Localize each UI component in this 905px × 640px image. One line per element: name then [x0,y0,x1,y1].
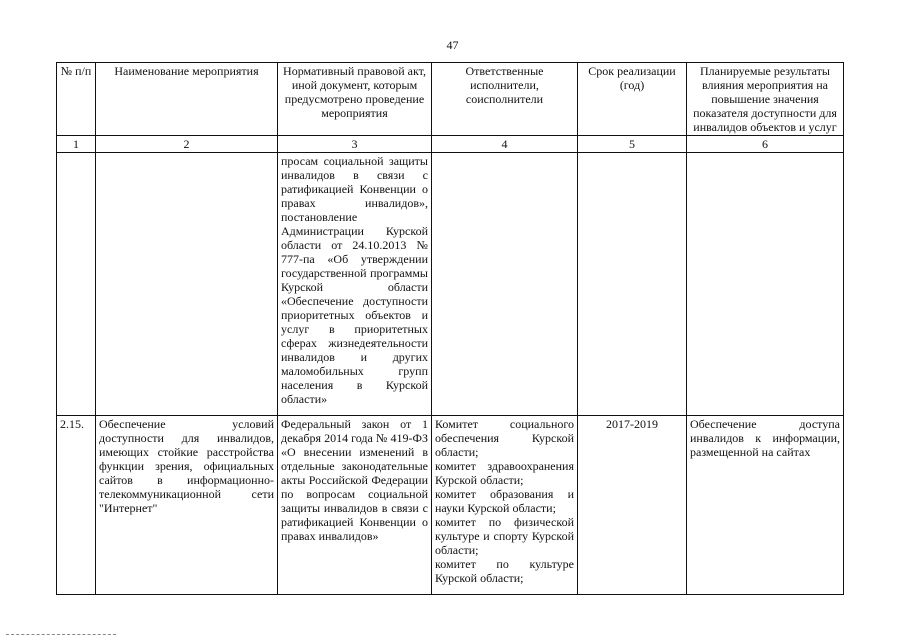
deadline-cell: 2017-2019 [578,416,687,595]
column-number: 5 [578,136,687,153]
column-number: 1 [57,136,96,153]
responsible-item: комитет образования и науки Курской области; [435,487,574,515]
scan-edge-line [6,634,116,636]
deadline-cell [578,153,687,416]
results-cell: Обеспечение доступа инвалидов к информации, размещенной на сайтах [687,416,844,595]
column-number: 2 [96,136,278,153]
column-number-row [57,136,844,153]
responsible-cell [432,153,578,416]
column-number: 6 [687,136,844,153]
legal-act-cell: Федеральный закон от 1 декабря 2014 года № 419-ФЗ «О внесении изменений в отдельные законодательные акты Российской Федерации по вопросам социальной защиты инвалидов в связи с ратификацией Конвенции о правах инвалидов» [278,416,432,595]
results-cell [687,153,844,416]
row-number-cell [57,153,96,416]
table-row [57,416,844,595]
header-results: Планируемые результаты влияния мероприятия на повышение значения показателя доступности для инвалидов объектов и услуг [687,63,844,136]
column-number: 4 [432,136,578,153]
measure-name-cell: Обеспечение условий доступности для инвалидов, имеющих стойкие расстройства функции зрения, официальных сайтов в информационно-телекоммуникационной сети "Интернет" [96,416,278,595]
measures-table [56,62,844,595]
responsible-item: комитет здравоохранения Курской области; [435,459,574,487]
table-header-row [57,63,844,136]
table-row [57,153,844,416]
header-responsible: Ответственные исполнители, соисполнители [432,63,578,136]
measure-name-cell [96,153,278,416]
header-number: № п/п [57,63,96,136]
responsible-cell [432,416,578,595]
header-deadline: Срок реализации (год) [578,63,687,136]
responsible-item: комитет по культуре Курской области; [435,557,574,585]
page-number: 47 [446,38,459,52]
responsible-item: Комитет социального обеспечения Курской области; [435,417,574,459]
header-legal-act: Нормативный правовой акт, иной документ, которым предусмотрено проведение мероприятия [278,63,432,136]
header-measure-name: Наименование мероприятия [96,63,278,136]
row-number-cell: 2.15. [57,416,96,595]
column-number: 3 [278,136,432,153]
responsible-item: комитет по физической культуре и спорту Курской области; [435,515,574,557]
legal-act-cell: просам социальной защиты инвалидов в связи с ратификацией Конвенции о правах инвалидов», постановление Администрации Курской области от 24.10.2013 № 777-па «Об утверждении государственной программы Курской области «Обеспечение доступности приоритетных объектов и услуг в приоритетных сферах жизнедеятельности инвалидов и других маломобильных групп населения в Курской области» [278,153,432,416]
